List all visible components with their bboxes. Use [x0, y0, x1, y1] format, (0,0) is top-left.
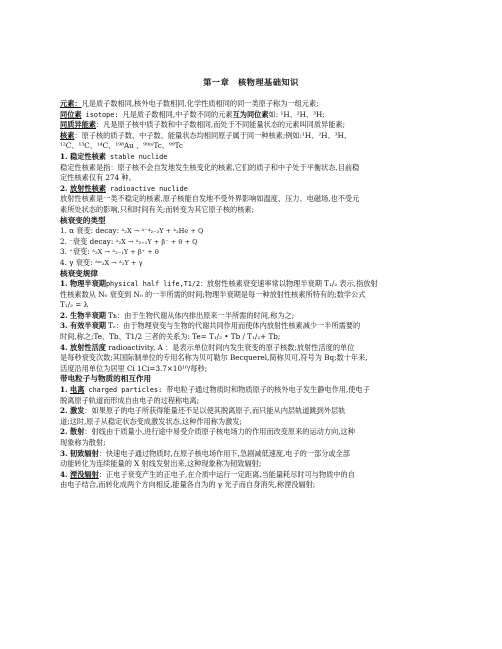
text-span: stable nuclide	[105, 152, 168, 161]
text-span: ：原子核的质子数、中子数、能量状态均相同原子属于同一种核素;例如:¹H、²H、³H、	[74, 130, 352, 140]
text-span: isotope:	[81, 110, 123, 119]
text-span: 4.	[60, 469, 71, 479]
text-line	[60, 374, 450, 385]
text-line	[60, 459, 450, 470]
text-span: 如: ¹H、²H、³H;	[268, 109, 325, 119]
text-line	[60, 120, 450, 131]
text-span: 脱离原子轨道而形成自由电子的过程称电离;	[60, 395, 199, 405]
text-line	[60, 311, 450, 322]
text-line	[60, 438, 450, 449]
text-line	[60, 226, 450, 237]
text-span: 4. 放射性活度	[60, 342, 106, 352]
text-span: 互为同位素	[232, 109, 269, 119]
text-span: 凡是质子数相同,中子数不同的元素	[122, 109, 233, 119]
text-span: 核衰变的类型	[60, 215, 106, 225]
text-span: 2. 生物半衰期	[60, 310, 106, 320]
text-line	[60, 163, 450, 174]
text-span: 3. ⁺衰变:	[60, 247, 93, 257]
text-span: 放射性核素是一类不稳定的核素,原子核能自发地不受外界影响如温度、压力、电磁场,也不受元	[60, 194, 360, 204]
text-span: 凡是质子数相同,核外电子数相同,化学性质相同的同一类原子称为一组元素;	[81, 99, 319, 108]
text-span: charged particles:	[84, 386, 167, 395]
text-line	[60, 290, 450, 301]
text-line	[60, 321, 450, 332]
text-span: 4. γ 衰变:	[60, 257, 95, 267]
text-span: ：如果原子的电子所获得能量还不足以使其脱离原子,而只能从内层轨道跳到外层轨	[84, 406, 346, 416]
text-line	[60, 237, 450, 248]
text-span: 动能转化为连续能量的 X 射线发射出来,这种现象称为韧致辐射;	[60, 459, 262, 469]
document-body	[60, 99, 450, 491]
text-line	[60, 152, 450, 163]
text-line	[60, 99, 450, 110]
text-span: ：凡是原子核中质子数和中子数相同,而处于不同能量状态的元素叫同质异能素;	[95, 120, 346, 130]
text-span: 现象称为散射;	[60, 438, 106, 447]
text-span: 2. 散射	[60, 427, 85, 437]
chapter-title: 第一章 核物理基础知识	[203, 77, 299, 87]
text-span: radioactivity, A ：是表示单位时间内发生衰变的原子核数;放射性活度的单位	[105, 342, 355, 352]
text-line	[60, 353, 450, 364]
text-line	[60, 279, 450, 290]
text-line	[60, 184, 450, 195]
text-span: 素所处状态的影响,只和时间有关;而转变为其它原子核的核素;	[60, 204, 255, 214]
text-span: ：正电子衰变产生的正电子,在介质中运行一定距离,当能量耗尽时可与物质中的自	[98, 469, 355, 479]
text-line	[60, 141, 450, 152]
text-span: 3. 韧致辐射	[60, 448, 99, 458]
text-span: 时间,称之;Te、Tb、T1/2 三者的关系为: Te= T₁/₂ • Tb / T₁/₂+ Tb;	[60, 332, 281, 342]
text-span: 活度沿用单位为居里 Ci 1Ci=3.7×10¹⁰/每秒;	[60, 363, 208, 373]
text-span: 1. 物理半衰期	[60, 279, 106, 289]
text-line	[60, 343, 450, 354]
text-span: T₁/₂ = λ	[60, 300, 89, 310]
text-line	[60, 396, 450, 407]
text-span: physical half life,T1/2：	[105, 280, 207, 289]
text-span: 放射性核素衰变速率常以物理半衰期 T₁/₂ 表示,指放射	[206, 279, 378, 289]
text-span: 元素：	[60, 99, 82, 108]
text-span: ᴬ₂X → ᴬ₂₋₁Y + β⁺ + θ	[92, 248, 159, 257]
text-line	[60, 247, 450, 258]
text-line	[60, 406, 450, 417]
text-span: 是每秒衰变次数;其国际制单位的专用名称为贝可勒尔 Becquerel,简称贝可,符号为 Bq;数十年来,	[60, 353, 368, 363]
text-span: radioactive nuclide	[105, 184, 188, 193]
text-span: 带电粒子通过物质时和物质原子的核外电子发生静电作用,使电子	[166, 385, 370, 395]
text-line	[60, 110, 450, 121]
text-span: 湮没辐射	[70, 469, 99, 479]
text-span: ：射线由于质量小,进行途中易受介质原子核电场力的作用而改变原来的运动方向,这种	[84, 427, 355, 437]
text-span: 道;这时,原子从稳定状态变成激发状态,这种作用称为激发;	[60, 416, 242, 426]
text-span: ᴬ₂X → ᴬ⁻⁴₂₋₂Y + ⁴₂He + Q	[121, 227, 204, 236]
text-span: ：快速电子通过物质时,在原子核电场作用下,急剧减低速度,电子的一部分或全部	[98, 448, 350, 458]
text-line	[60, 194, 450, 205]
text-span: 放射性核素	[70, 183, 106, 193]
text-line	[60, 216, 450, 227]
text-span: 1. 稳定性核素	[60, 151, 106, 161]
text-span: 1.	[60, 385, 71, 395]
text-span: 2. ⁻衰变 decay:	[60, 236, 116, 246]
text-line	[60, 480, 450, 491]
text-span: 同位素	[60, 109, 82, 119]
text-span: Tь：由于生物代谢从体内排出原来一半所需的时间,称为之;	[105, 310, 295, 320]
text-span: Tₑ：由于物理衰变与生物的代谢共同作用而使体内放射性核素减少一半所需要的	[105, 321, 361, 331]
text-span: 核素	[60, 130, 75, 140]
text-line	[60, 300, 450, 311]
text-span: ᴬᵐ₂X → ᴬ₂Y + γ	[94, 258, 143, 267]
text-line	[60, 258, 450, 269]
text-span: ᴬ₂X → ᴬ₂₊₁Y + β⁻ + θ + Q	[115, 237, 198, 246]
text-span: ¹²C、¹³C、¹⁴C、¹⁹⁸Au 、⁹⁹ᵐTc、⁹⁹Tc	[60, 141, 183, 151]
text-line	[60, 269, 450, 280]
text-line	[60, 332, 450, 343]
text-span: 电离	[70, 385, 85, 395]
text-span: 2. 激发	[60, 406, 85, 416]
text-span: 1. α 衰变: decay:	[60, 226, 122, 236]
text-span: 核衰变规律	[60, 268, 98, 278]
text-span: 由电子结合,而转化成两个方向相反,能量各自为的 γ 光子而自身消失,称湮没辐射;	[60, 480, 316, 490]
text-line	[60, 131, 450, 142]
text-line	[60, 173, 450, 184]
text-span: 性核素数从 N₀ 衰变到 N₀ 的一半所需的时间;物理半衰期是每一种放射性核素所特有的;数学公式	[60, 289, 366, 299]
text-line	[60, 470, 450, 481]
text-line	[60, 205, 450, 216]
text-span: 同质异能素	[60, 120, 96, 130]
text-line	[60, 364, 450, 375]
text-span: 定性核素仅有 274 种。	[60, 173, 136, 183]
text-span: 3. 有效半衰期	[60, 321, 106, 331]
text-span: 2.	[60, 183, 71, 193]
text-line	[60, 449, 450, 460]
text-span: 稳定性核素是指：原子核不会自发地发生核变化的核素,它们的质子和中子处于平衡状态,目前稳	[60, 162, 360, 172]
text-span: 带电粒子与物质的相互作用	[60, 374, 152, 384]
text-line	[60, 417, 450, 428]
text-line	[60, 385, 450, 396]
text-line	[60, 427, 450, 438]
